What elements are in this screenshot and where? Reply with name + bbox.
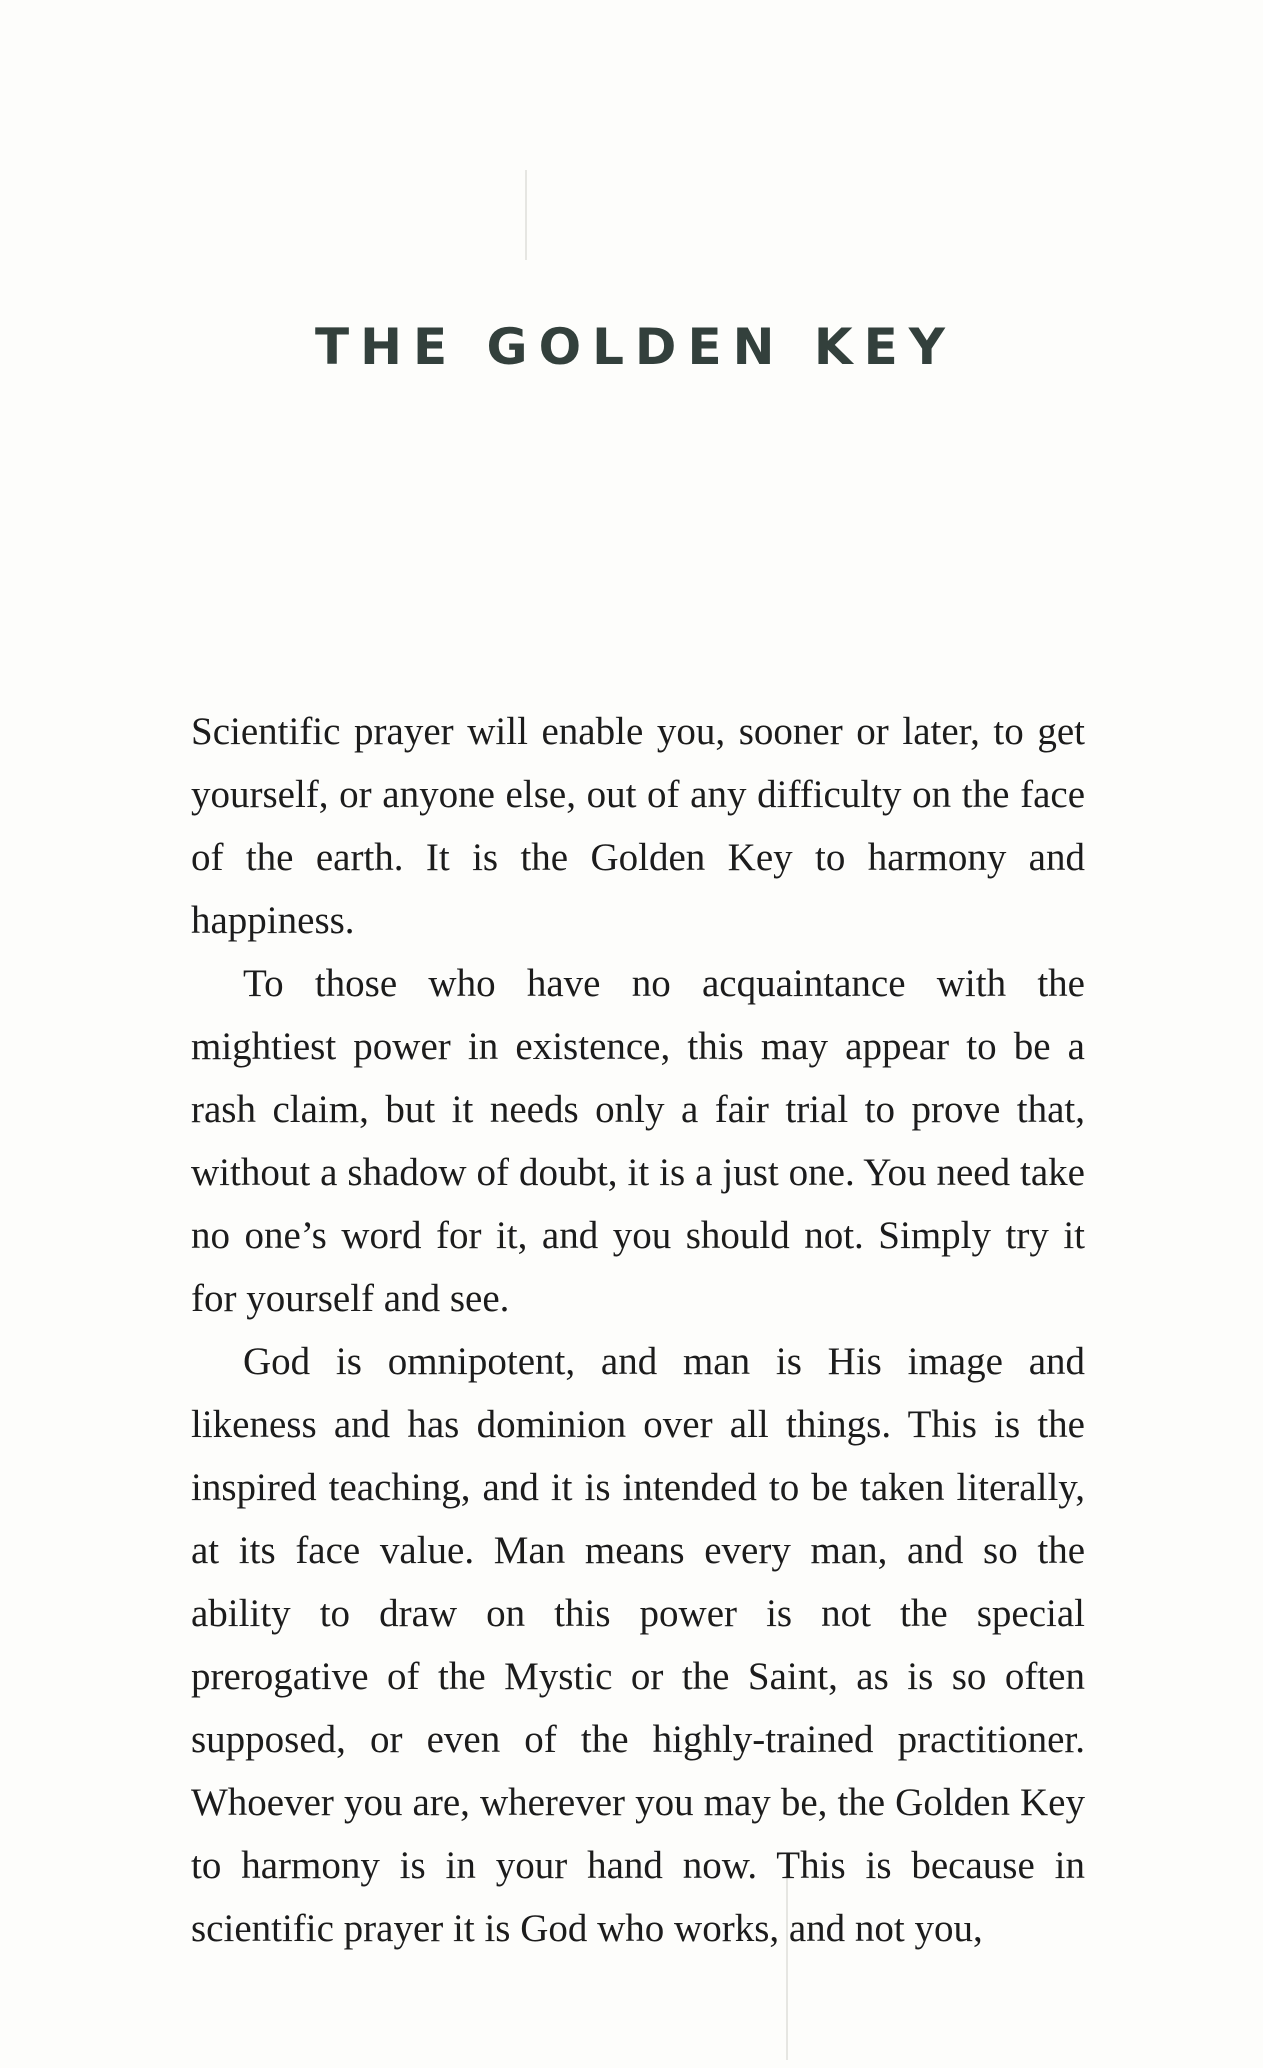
chapter-title: THE GOLDEN KEY — [315, 318, 956, 376]
paragraph: To those who have no acquaintance with the mightiest power in existence, this may appear to be a rash claim, but it needs only a fair trial to prove that, without a shadow of doubt, it is a just one. You need take no one’s word for it, and you should not. Simply try it for yourself and see. — [191, 962, 1085, 1320]
chapter-body — [191, 700, 1085, 1960]
scan-artifact — [525, 170, 527, 260]
paragraph: God is omnipotent, and man is His image and likeness and has dominion over all things. This is the inspired teaching, and it is intended to be taken literally, at its face value. Man means every man, and so the ability to draw on this power is not the special prerogative of the Mystic or the Saint, as is so often supposed, or even of the highly-trained practitioner. Whoever you are, wherever you may be, the Golden Key to harmony is in your hand now. This is because in scientific prayer it is God who works, and not you, — [191, 1340, 1085, 1950]
paragraph: Scientific prayer will enable you, sooner or later, to get yourself, or anyone else, out of any difficulty on the face of the earth. It is the Golden Key to harmony and happiness. — [191, 710, 1085, 942]
